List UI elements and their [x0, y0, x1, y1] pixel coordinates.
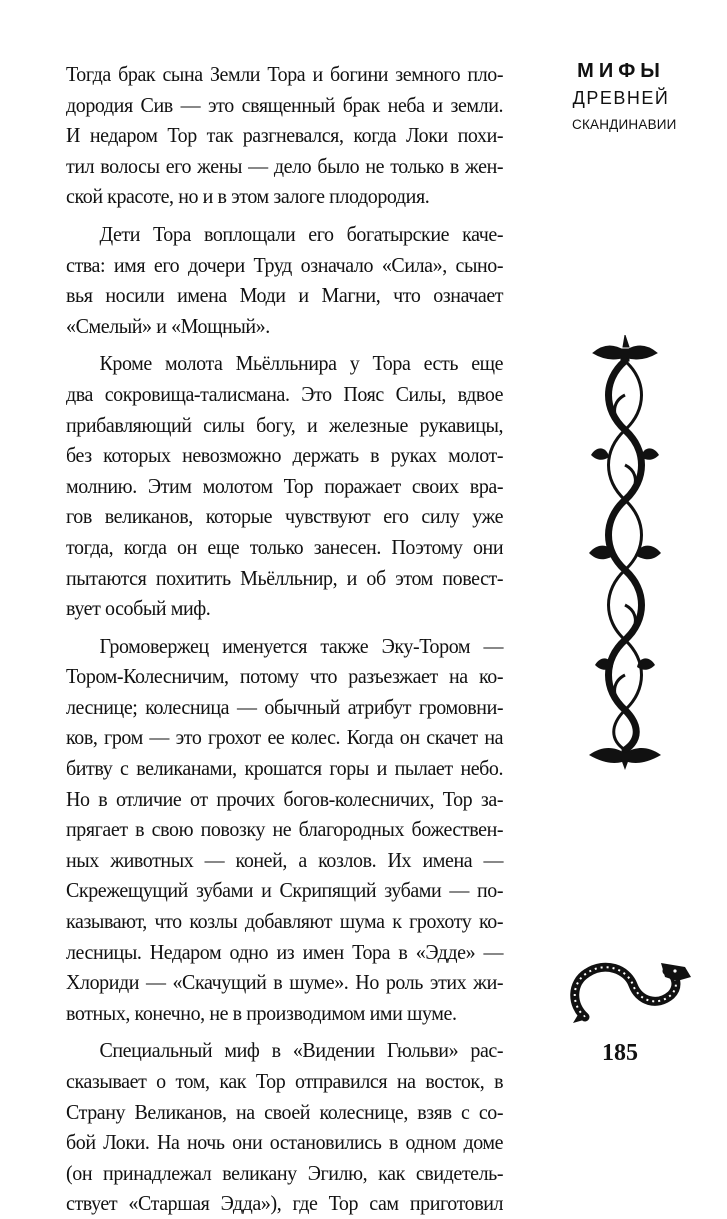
text-line: прягает в свою повозку не благородных божествен- [66, 817, 504, 842]
text-line: два сокровища-талисмана. Это Пояс Силы, вдвое [66, 381, 504, 406]
paragraph [66, 59, 503, 212]
text-line: пытаются похитить Мьёлльнир, и об этом повест- [66, 565, 504, 590]
text-line: Скрежещущий зубами и Скрипящий зубами — по- [66, 878, 504, 903]
text-line: ных животных — коней, а козлов. Их имена — [66, 847, 504, 872]
text-line: ской красоте, но и в этом залоге плодородия. [66, 184, 430, 209]
text-line: Дети Тора воплощали его богатырские каче- [99, 221, 504, 246]
text-line: тил волосы его жены — дело было не только в жен- [66, 153, 504, 178]
text-line: без которых невозможно держать в руках молот- [66, 443, 504, 468]
text-line: И недаром Тор так разгневался, когда Локи похи- [66, 123, 504, 148]
text-line: Тогда брак сына Земли Тора и богини земного пло- [66, 62, 504, 86]
body-text [66, 59, 503, 1219]
paragraph [66, 219, 503, 341]
serpent-emblem-icon [565, 955, 695, 1025]
text-line: Громовержец именуется также Эку-Тором — [99, 633, 504, 658]
text-line: дородия Сив — это священный брак неба и земли. [66, 92, 504, 117]
header-subtitle-2: СКАНДИНАВИИ [572, 117, 677, 132]
paragraph [66, 1035, 503, 1219]
text-line: Специальный миф в «Видении Гюльви» рас- [99, 1038, 504, 1063]
text-line: гов великанов, которые чувствуют его силу уже [66, 504, 504, 529]
text-line: Хлориди — «Скачущий в шуме». Но роль этих жи- [66, 970, 504, 995]
running-header [572, 58, 677, 138]
text-line: молнию. Этим молотом Тор поражает своих вра- [66, 473, 504, 498]
text-line: Страну Великанов, на своей колеснице, взяв с со- [66, 1099, 504, 1124]
text-line: «Смелый» и «Мощный». [66, 313, 270, 338]
text-line: сказывает о том, как Тор отправился на восток, в [66, 1069, 504, 1093]
text-line: казывают, что козлы добавляют шума к грохоту ко- [66, 909, 504, 934]
text-line: Но в отличие от прочих богов-колесничих, Тор за- [66, 786, 504, 811]
text-line: Тором-Колесничим, потому что разъезжает на ко- [66, 664, 504, 689]
page-number: 185 [602, 1040, 638, 1066]
text-line: вья носили имена Моди и Магни, что означает [66, 283, 504, 308]
text-line: прибавляющий силы богу, и железные рукавицы, [66, 412, 504, 437]
paragraph [66, 348, 503, 623]
text-line: леснице; колесница — обычный атрибут громовни- [66, 694, 504, 719]
text-line: (он принадлежал великану Эгилю, как свидетель- [66, 1160, 504, 1185]
text-line: лесницы. Недаром одно из имен Тора в «Эдде» — [66, 939, 504, 964]
text-line: бой Локи. На ночь они остановились в одном доме [66, 1130, 504, 1155]
text-line: Кроме молота Мьёлльнира у Тора есть еще [99, 351, 504, 376]
text-line: вотных, конечно, не в производимом ими шуме. [66, 1000, 457, 1025]
header-subtitle: ДРЕВНЕЙ [572, 88, 670, 108]
text-line: тогда, когда он еще только занесен. Поэтому они [66, 534, 504, 559]
text-line: ствует «Старшая Эдда»), где Тор сам приготовил [66, 1191, 504, 1216]
paragraph [66, 631, 503, 1029]
header-title: МИФЫ [577, 60, 665, 82]
knotwork-ornament-icon [585, 335, 665, 770]
text-line: вует особый миф. [66, 596, 211, 621]
text-line: битву с великанами, крошатся горы и пылает небо. [66, 756, 504, 781]
text-line: ства: имя его дочери Труд означало «Сила», сыно- [66, 252, 504, 277]
text-line: ков, гром — это грохот ее колес. Когда он скачет на [66, 725, 504, 750]
